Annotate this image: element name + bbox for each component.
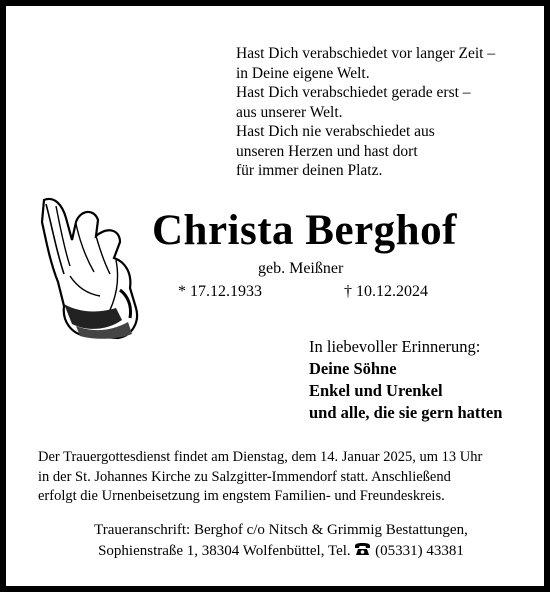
birth-date: * 17.12.1933 (178, 283, 262, 300)
praying-hands-icon (36, 196, 146, 341)
service-line: in der St. Johannes Kirche zu Salzgitter-Immendorf statt. Anschließend (38, 468, 451, 485)
telephone-icon (354, 543, 371, 556)
poem-line: unseren Herzen und hast dort (236, 142, 418, 160)
obituary-notice (6, 6, 544, 586)
mourner-line: Enkel und Urenkel (309, 381, 443, 400)
poem-line: Hast Dich nie verabschiedet aus (236, 123, 435, 140)
address-street: Sophienstraße 1, 38304 Wolfenbüttel, Tel. (98, 543, 351, 559)
poem-line: Hast Dich verabschiedet gerade erst – (236, 84, 471, 101)
death-date: † 10.12.2024 (344, 283, 428, 300)
birth-name: geb. Meißner (258, 260, 344, 277)
service-line: erfolgt die Urnenbeisetzung im engstem Familien- und Freundeskreis. (38, 488, 445, 504)
mourner-line: und alle, die sie gern hatten (309, 403, 503, 422)
mourning-address (6, 520, 550, 562)
memorial-intro: In liebevoller Erinnerung: (309, 337, 481, 356)
poem-line: Hast Dich verabschiedet vor langer Zeit – (236, 45, 496, 62)
service-info (38, 448, 506, 507)
address-line (6, 541, 550, 562)
memorial-block (309, 336, 502, 424)
poem-line: aus unserer Welt. (236, 103, 343, 121)
poem (236, 44, 495, 181)
service-line: Der Trauergottesdienst findet am Dienstag, dem 14. Januar 2025, um 13 Uhr (38, 449, 483, 465)
poem-line: in Deine eigene Welt. (236, 64, 370, 82)
poem-line: für immer deinen Platz. (236, 162, 383, 179)
phone-number: (05331) 43381 (375, 543, 464, 559)
address-line: Traueranschrift: Berghof c/o Nitsch & Grimmig Bestattungen, (94, 522, 468, 538)
mourner-line: Deine Söhne (309, 359, 397, 378)
deceased-name: Christa Berghof (152, 207, 457, 254)
